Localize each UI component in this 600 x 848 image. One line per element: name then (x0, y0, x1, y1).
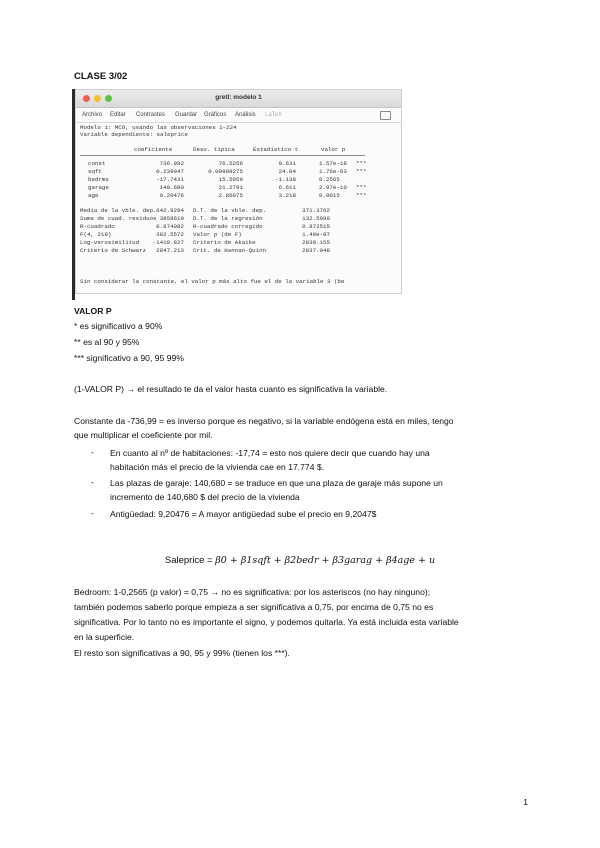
paragraph-2-line1: Constante da -736,99 = es inverso porque es negativo, si la variable endógena está en miles, tengo (74, 416, 454, 426)
bullet-dash: - (91, 508, 94, 518)
paragraph-3-line: también podemos saberlo porque empieza a ser significativa a 0,75, por encima de 0,75 no es (74, 602, 434, 612)
stat-cell-v2: 2837.048 (302, 247, 330, 254)
coef-cell-p: 0.2565 (319, 176, 340, 183)
stat-cell-l2: Valor p (de F) (193, 231, 242, 238)
stat-cell-l2: Crit. de Hannan-Quinn (193, 247, 267, 254)
coef-cell-p: 1.57e-18 (319, 160, 347, 167)
coef-cell-t: 24.04 (278, 168, 296, 175)
coef-cell-se: 0.00998275 (208, 168, 243, 175)
stat-cell-l1: F(4, 219) (80, 231, 112, 238)
model-output (76, 122, 401, 292)
coef-cell-coef: -17.7431 (156, 176, 184, 183)
valor-p-item: * es significativo a 90% (74, 321, 163, 331)
menu-archivo: Archivo (82, 112, 103, 118)
col-header-coef: coeficiente (134, 146, 173, 153)
bullet-3-line1: Antigüedad: 9,20476 = A mayor antigüedad sube el precio en 9,2047$ (110, 509, 377, 519)
coef-cell-t: 6.611 (278, 184, 296, 191)
stat-cell-v1: -1410.827 (152, 239, 184, 246)
bullet-1-line2: habitación más el precio de la vivienda cae en 17.774 $. (110, 462, 325, 472)
paragraph-1: (1-VALOR P) → el resultado te da el valor hasta cuanto es significativa la variable. (74, 384, 388, 394)
stat-cell-v2: 1.49e-97 (302, 231, 330, 238)
coef-cell-t: 9.631 (278, 160, 296, 167)
menu-guardar: Guardar (175, 112, 198, 118)
table-separator (80, 155, 365, 156)
regression-formula (0, 555, 600, 566)
coef-cell-stars: *** (356, 168, 367, 175)
stat-cell-v1: 382.5572 (156, 231, 184, 238)
coef-cell-var: const (88, 160, 106, 167)
coef-cell-se: 21.2791 (218, 184, 243, 191)
coef-cell-p: 1.76e-63 (319, 168, 347, 175)
valor-p-heading: VALOR P (74, 306, 112, 316)
coef-cell-var: bedrms (88, 176, 109, 183)
stat-cell-l2: D.T. de la vble. dep. (193, 207, 267, 214)
stat-cell-v2: 2830.155 (302, 239, 330, 246)
coef-cell-p: 0.0015 (319, 192, 340, 199)
paragraph-3-line: Bedroom: 1-0,2565 (p valor) = 0,75 → no es significativa: por los asteriscos (no hay ninguno); (74, 587, 431, 597)
coef-cell-se: 76.5256 (218, 160, 243, 167)
bullet-2-line2: incremento de 140,680 $ del precio de la vivienda (110, 492, 300, 502)
stat-cell-v2: 132.5999 (302, 215, 330, 222)
paragraph-3-line: El resto son significativas a 90, 95 y 99% (tienen los ***). (74, 648, 290, 658)
coef-cell-var: age (88, 192, 99, 199)
coef-cell-stars: *** (356, 160, 367, 167)
gretl-screenshot (72, 89, 402, 300)
stat-cell-v2: 0.872515 (302, 223, 330, 230)
menu-analisis: Análisis (235, 112, 256, 118)
formula-prefix: Saleprice = (164, 555, 216, 566)
page-title: CLASE 3/02 (74, 71, 128, 82)
stat-cell-v2: 371.3762 (302, 207, 330, 214)
coef-cell-t: -1.138 (275, 176, 296, 183)
coef-cell-var: sqft (88, 168, 102, 175)
coef-cell-se: 2.86075 (218, 192, 243, 199)
menu-graficos: Gráficos (204, 112, 227, 118)
gretl-window (75, 89, 402, 294)
stat-cell-v1: 0.874082 (156, 223, 184, 230)
stat-cell-l2: R-cuadrado corregido (193, 223, 263, 230)
coef-cell-stars: *** (356, 184, 367, 191)
menu-editar: Editar (110, 112, 126, 118)
stat-cell-v1: 2847.213 (156, 247, 184, 254)
coef-cell-se: 15.5959 (218, 176, 243, 183)
coef-cell-coef: 0.239947 (156, 168, 184, 175)
window-title: gretl: modelo 1 (215, 94, 262, 101)
model-header-line2: Variable dependiente: saleprice (80, 131, 188, 138)
stat-cell-l1: Media de la vble. dep. (80, 207, 157, 214)
coef-cell-p: 2.97e-10 (319, 184, 347, 191)
window-titlebar (76, 90, 401, 108)
model-header-line1: Modelo 1: MCO, usando las observaciones 1–224 (80, 124, 237, 131)
stat-cell-l1: Log-verosimilitud (80, 239, 140, 246)
bullet-2-line1: Las plazas de garaje: 140,680 = se traduce en que una plaza de garaje más supone un (110, 478, 443, 488)
paragraph-2-line2: que multiplicar el coeficiente por mil. (74, 430, 213, 440)
stat-cell-l1: Suma de cuad. residuos (80, 215, 157, 222)
coef-cell-t: 3.218 (278, 192, 296, 199)
col-header-se: Desv. típica (193, 146, 235, 153)
menu-bar (76, 108, 401, 123)
valor-p-item: ** es al 90 y 95% (74, 337, 140, 347)
coef-cell-stars: *** (356, 192, 367, 199)
menu-latex: LaTeX (265, 112, 283, 118)
valor-p-item: *** significativo a 90, 95 99% (74, 353, 184, 363)
coef-cell-coef: 9.20476 (159, 192, 184, 199)
stat-cell-l1: R-cuadrado (80, 223, 115, 230)
paragraph-3-line: significativa. Por lo tanto no es importante el signo, y podemos quitarla. Ya está incluida esta variable (74, 617, 459, 627)
col-header-t: Estadístico t (253, 146, 299, 153)
paragraph-3-line: en la superficie. (74, 632, 135, 642)
coef-cell-coef: 736.992 (159, 160, 184, 167)
bullet-dash: - (91, 447, 94, 457)
printer-icon (380, 111, 391, 120)
output-note: Sin considerar la constante, el valor p más alto fue el de la variable 3 (be (80, 278, 345, 285)
bullet-1-line1: En cuanto al nº de habitaciones: -17,74 = esto nos quiere decir que cuando hay una (110, 448, 430, 458)
stat-cell-l2: D.T. de la regresión (193, 215, 263, 222)
page-number: 1 (523, 797, 528, 807)
formula-equation: β0 + β1sqft + β2bedr + β3garag + β4age + u (215, 555, 436, 566)
stat-cell-l2: Criterio de Akaike (193, 239, 256, 246)
coef-cell-coef: 140.680 (159, 184, 184, 191)
stat-cell-v1: 642.9294 (156, 207, 184, 214)
stat-cell-l1: Criterio de Schwarz (80, 247, 147, 254)
col-header-p: valor p (321, 146, 346, 153)
bullet-dash: - (91, 477, 94, 487)
menu-contrastes: Contrastes (136, 112, 166, 118)
coef-cell-var: garage (88, 184, 109, 191)
stat-cell-v1: 3858619 (159, 215, 184, 222)
